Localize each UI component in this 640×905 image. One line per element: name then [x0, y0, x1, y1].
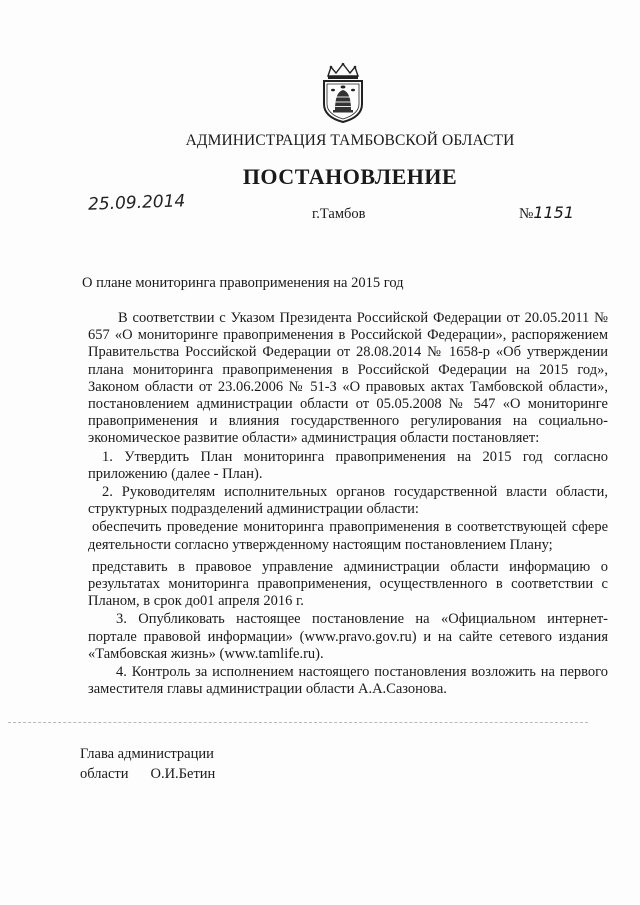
number-prefix: №	[519, 206, 534, 222]
handwritten-date: 25.09.2014	[87, 191, 186, 215]
signature-title-line1: Глава администрации	[80, 746, 214, 762]
agency-title: АДМИНИСТРАЦИЯ ТАМБОВСКОЙ ОБЛАСТИ	[185, 132, 515, 149]
handwritten-number: 1151	[533, 203, 575, 222]
document-subject: О плане мониторинга правоприменения на 2015 год	[82, 275, 404, 291]
item-2b-paragraph: представить в правовое управление администрации области информацию о результатах мониторинга правоприменения, осуществленного в соответствии с Планом, в срок до01 апреля 2016 г.	[88, 558, 608, 610]
document-type-title: ПОСТАНОВЛЕНИЕ	[242, 164, 458, 189]
item-1-paragraph: 1. Утвердить План мониторинга правоприменения на 2015 год согласно приложению (далее - План).	[88, 448, 608, 482]
city-label: г.Тамбов	[312, 206, 366, 222]
tambov-coat-of-arms-icon	[318, 62, 368, 124]
item-2a-paragraph: обеспечить проведение мониторинга правоприменения в соответствующей сфере деятельности согласно утвержденному настоящим постановлением Плану;	[88, 519, 608, 553]
signature-block	[80, 744, 215, 784]
item-2-paragraph: 2. Руководителям исполнительных органов государственной власти области, структурных подразделений администрации области:	[88, 484, 608, 518]
item-3-paragraph: 3. Опубликовать настоящее постановление на «Официальном интернет-портале правовой информации» (www.pravo.gov.ru) и на сайте сетевого издания «Тамбовская жизнь» (www.tamlife.ru).	[88, 611, 608, 662]
preamble-paragraph: В соответствии с Указом Президента Российской Федерации от 20.05.2011 № 657 «О мониторинге правоприменения в Российской Федерации», распоряжением Правительства Российской Федерации от 28.08.2014 № 1658-р «Об утверждении плана мониторинга правоприменения в Российской Федерации на 2015 год», Законом области от 23.06.2006 № 51-З «О правовых актах Тамбовской области», постановлением администрации области от 05.05.2008 № 547 «О мониторинге правоприменения и влияния государственного регулирования на социально-экономическое развитие области» администрация области постановляет:	[88, 310, 608, 447]
signature-title-line2: области О.И.Бетин	[80, 766, 216, 782]
item-4-paragraph: 4. Контроль за исполнением настоящего постановления возложить на первого заместителя главы администрации области А.А.Сазонова.	[88, 664, 608, 698]
scan-divider-line	[8, 722, 588, 723]
document-number	[519, 203, 574, 223]
document-body	[88, 310, 608, 698]
signatory-name: О.И.Бетин	[150, 766, 216, 782]
